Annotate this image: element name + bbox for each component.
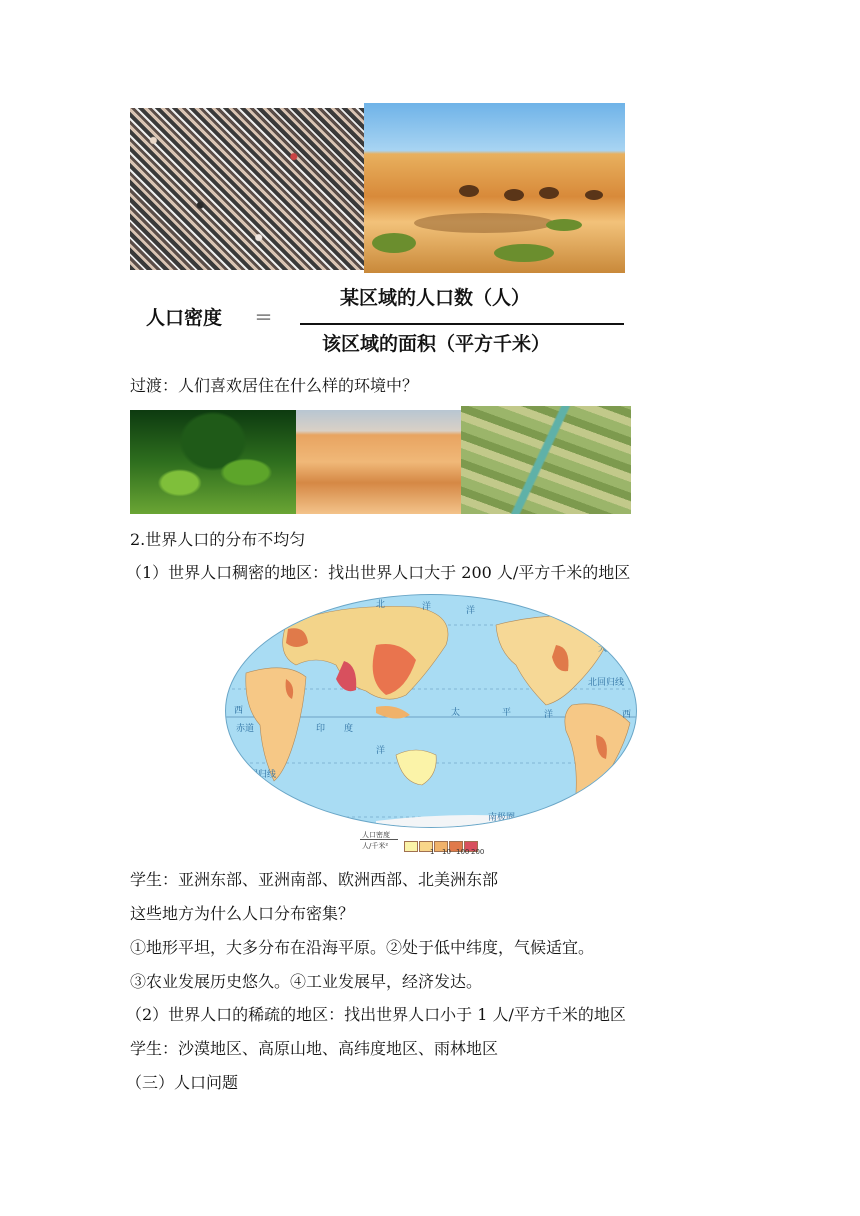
legend-swatch-1	[404, 841, 418, 852]
legend-title-2: 人/千米²	[362, 842, 389, 850]
reasons-line-2: ③农业发展历史悠久。④工业发展早，经济发达。	[130, 972, 483, 991]
formula-lhs: 人口密度	[146, 307, 223, 329]
label-arctic-circle: 北极圈	[296, 604, 324, 614]
legend-value-10: 10	[442, 848, 451, 856]
student-sparse-answer: 学生：沙漠地区、高原山地、高纬度地区、雨林地区	[130, 1039, 499, 1058]
dense-question: （1）世界人口稠密的地区：找出世界人口大于 200 人/平方千米的地区	[126, 563, 631, 582]
crowd-photo	[130, 108, 364, 270]
label-north: 北	[376, 600, 386, 610]
label-tai: 太	[451, 708, 461, 718]
desert-camel-photo	[364, 103, 625, 273]
farmland-photo	[461, 406, 631, 514]
legend-title-divider	[360, 839, 398, 840]
legend-value-100: 100	[456, 848, 470, 856]
section3-heading: （三）人口问题	[126, 1073, 239, 1092]
label-du: 度	[344, 724, 354, 734]
world-population-map	[225, 594, 637, 828]
label-yang3: 洋	[376, 746, 386, 756]
label-west: 西	[234, 706, 244, 716]
section2-heading: 2.世界人口的分布不均匀	[130, 530, 306, 549]
formula-denominator: 该区域的面积（平方千米）	[322, 333, 551, 355]
formula-numerator: 某区域的人口数（人）	[340, 287, 531, 309]
sparse-question: （2）世界人口的稀疏的地区：找出世界人口小于 1 人/平方千米的地区	[126, 1005, 626, 1024]
label-tropic-capricorn: 南回归线	[240, 770, 277, 780]
label-equator: 赤道	[236, 724, 255, 734]
label-tropic-cancer: 北回归线	[588, 678, 625, 688]
fraction-bar	[300, 323, 624, 325]
label-xi2: 西	[622, 710, 632, 720]
label-antarctic-circle: 南极圈	[488, 813, 516, 823]
rainforest-photo	[130, 410, 296, 514]
transition-text: 过渡：人们喜欢居住在什么样的环境中？	[130, 376, 419, 395]
camel-silhouettes	[364, 103, 625, 273]
legend-value-1: 1	[430, 848, 435, 856]
label-ocean-1: 洋	[422, 602, 432, 612]
legend-value-200: 200	[471, 848, 485, 856]
label-ocean-2: 洋	[466, 606, 476, 616]
why-question: 这些地方为什么人口分布密集？	[130, 904, 355, 923]
desert-photo	[296, 410, 461, 514]
student-dense-answer: 学生：亚洲东部、亚洲南部、欧洲西部、北美洲东部	[130, 870, 499, 889]
label-yang: 洋	[544, 710, 554, 720]
formula-equals: ＝	[254, 307, 274, 329]
label-yang2: 洋	[250, 798, 260, 808]
label-da: 大	[598, 644, 608, 654]
reasons-line-1: ①地形平坦，大多分布在沿海平原。②处于低中纬度，气候适宜。	[130, 938, 595, 957]
map-legend	[360, 830, 500, 856]
legend-title-1: 人口密度	[362, 831, 390, 839]
map-land-shapes	[226, 595, 636, 827]
label-yin: 印	[316, 724, 326, 734]
label-ping: 平	[502, 708, 512, 718]
